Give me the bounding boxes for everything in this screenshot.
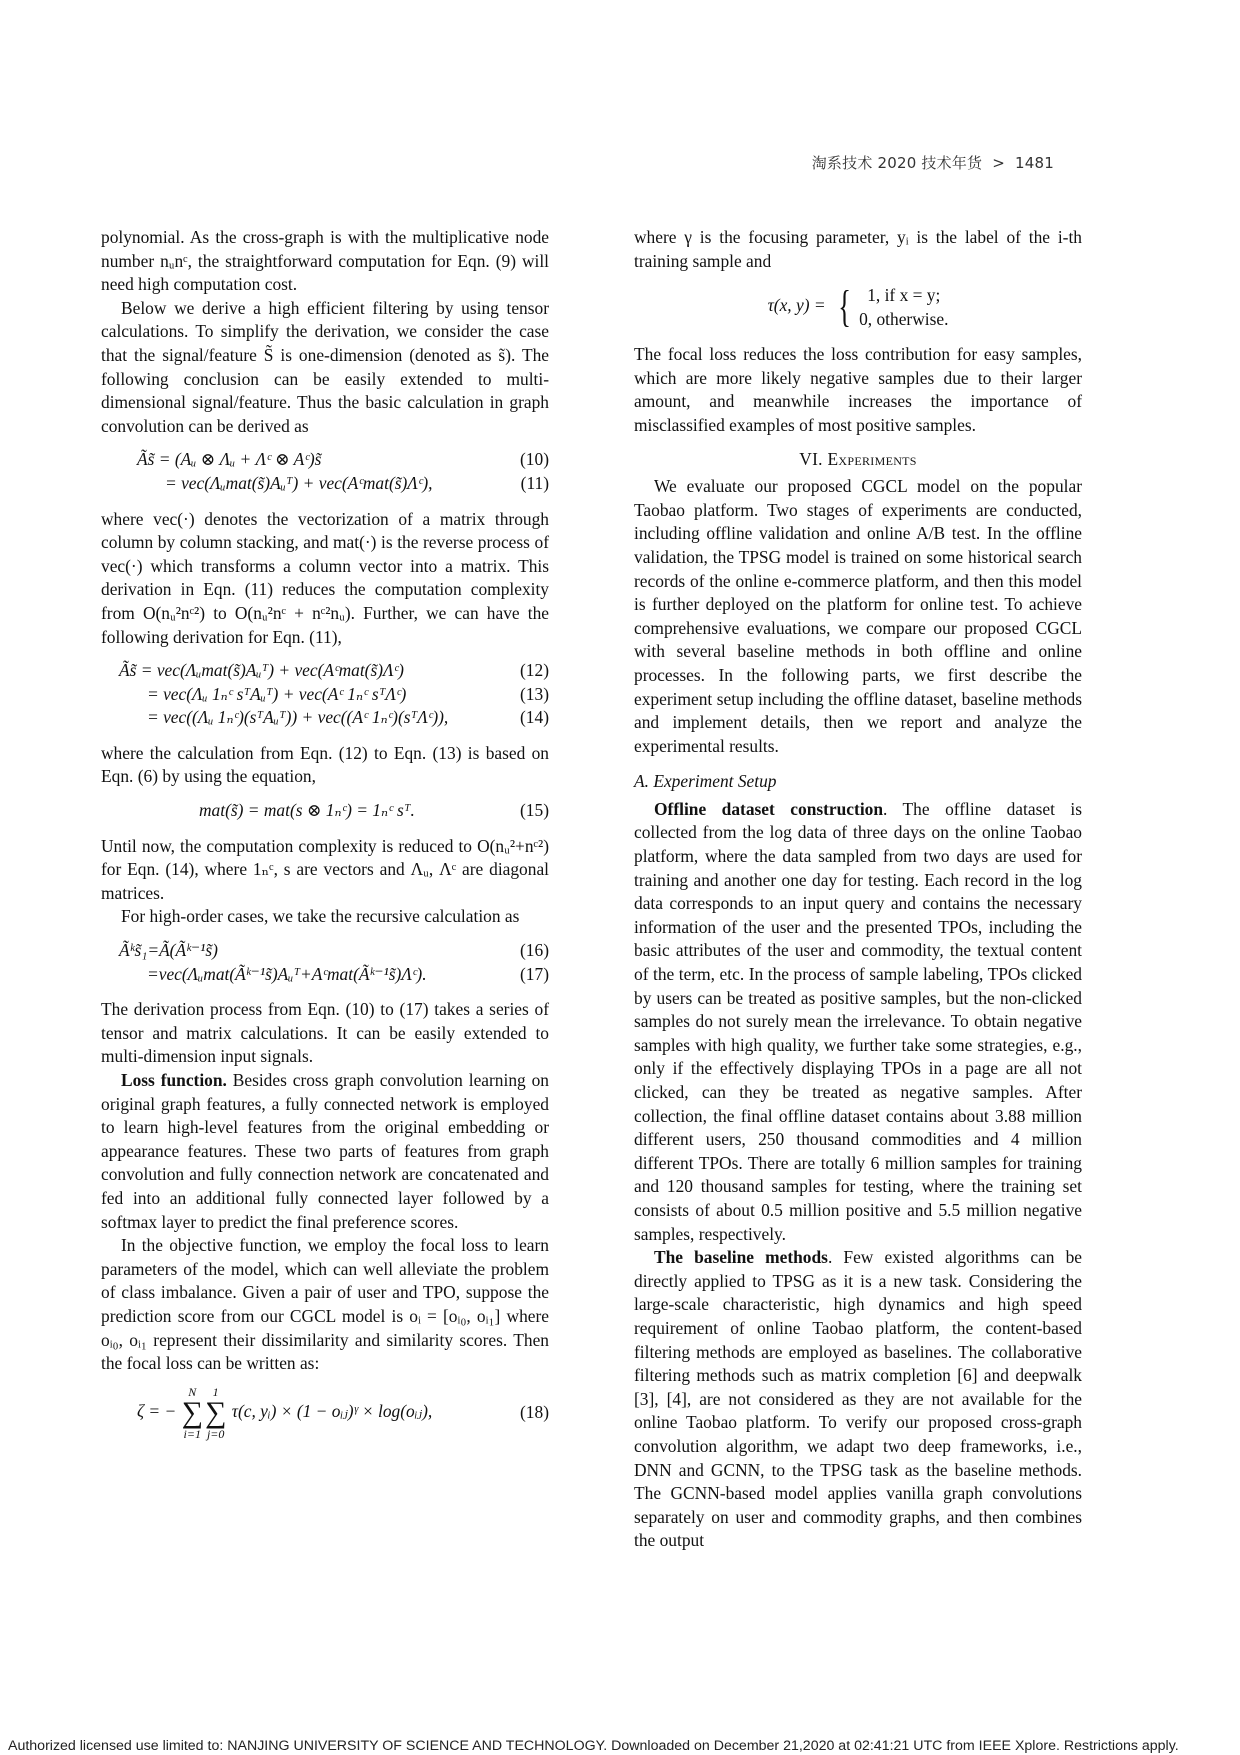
paragraph: where vec(·) denotes the vectorization of a matrix through column by column stacking, and mat(·) is the reverse process of vec(·) which transforms a column vector into a matrix. This derivation in Eqn. (11) reduces the computation complexity from O(nᵤ²nᶜ²) to O(nᵤ²nᶜ + nᶜ²nᵤ). Further, we can have the following derivation for Eqn. (11), [101,508,549,647]
page-number: 1481 [1015,154,1054,172]
brace-icon: { [838,282,851,332]
equation-block-18 [101,1386,549,1440]
equation-12: Ãs̃ = vec(Λᵤmat(s̃)Aᵤᵀ) + vec(Aᶜmat(s̃)Λᶜ) (12) [101,659,549,683]
paragraph-lead: Loss function. [121,1070,227,1090]
header-separator: > [992,154,1006,172]
running-header [812,152,1054,173]
equation-number: (17) [520,963,549,984]
right-column [634,226,1082,1553]
equation-block-12-14 [101,659,549,730]
paragraph: Loss function. Besides cross graph convolution learning on original graph features, a fully connected network is employed to learn high-level features from the original embedding or appearance features. These two parts of features from graph convolution and fully connection network are concatenated and fed into an additional fully connected layer followed by a softmax layer to predict the final preference scores. [101,1070,549,1232]
equation-number: (16) [520,940,549,961]
paragraph: In the objective function, we employ the focal loss to learn parameters of the model, which can well alleviate the problem of class imbalance. Given a pair of user and TPO, suppose the prediction score from our CGCL model is oᵢ = [oᵢ₀, oᵢ₁] where oᵢ₀, oᵢ₁ represent their dissimilarity and similarity scores. Then the focal loss can be written as: [101,1235,549,1374]
left-column [101,226,549,1452]
summation-j: 1 ∑ j=0 [204,1384,227,1441]
paragraph-lead: Offline dataset construction [654,798,884,819]
equation-17: =vec(Λᵤmat(Ãᵏ⁻¹s̃)Aᵤᵀ+Aᶜmat(Ãᵏ⁻¹s̃)Λᶜ). (17) [101,963,549,987]
equation-block-15 [101,799,549,823]
equation-18: ζ = − N ∑ i=1 1 ∑ j=0 τ(c, yᵢ) × (1 − oᵢⱼ)ᵞ × log(oᵢⱼ), (18) [137,1384,549,1441]
book-title: 淘系技术 2020 技术年货 [811,154,983,172]
summation-i: N ∑ i=1 [181,1384,203,1441]
paragraph: Below we derive a high efficient filtering by using tensor calculations. To simplify the derivation, we consider the case that the signal/feature S̃ is one-dimension (denoted as s̃). The following conclusion can be easily extended to multi-dimensional signal/feature. Thus the basic calculation in graph convolution can be derived as [101,297,549,436]
paragraph: where γ is the focusing parameter, yᵢ is the label of the i-th training sample and [634,227,1082,271]
equation-13: = vec(Λᵤ 1ₙᶜ sᵀAᵤᵀ) + vec(Aᶜ 1ₙᶜ sᵀΛᶜ) (13) [101,683,549,707]
paragraph: The focal loss reduces the loss contribution for easy samples, which are more likely negative samples due to their larger amount, and meanwhile increases the importance of misclassified examples of most positive samples. [634,344,1082,435]
subsection-heading: A. Experiment Setup [634,771,777,792]
equation-15: mat(s̃) = mat(s ⊗ 1ₙᶜ) = 1ₙᶜ sᵀ. (15) [101,799,549,823]
equation-number: (11) [520,472,549,493]
equation-11: = vec(Λᵤmat(s̃)Aᵤᵀ) + vec(Aᶜmat(s̃)Λᶜ), (11) [101,472,549,496]
equation-block-16-17 [101,939,549,986]
paragraph-lead: The baseline methods [654,1247,828,1268]
paragraph: where the calculation from Eqn. (12) to Eqn. (13) is based on Eqn. (6) by using the equation, [101,742,549,787]
equation-number: (13) [520,683,549,704]
equation-number: (12) [520,660,549,681]
paragraph: The baseline methods. Few existed algorithms can be directly applied to TPSG as it is a new task. Considering the large-scale characteristic, high dynamics and high speed requirement of online Taobao platform, the content-based filtering methods are employed as baselines. The collaborative filtering methods such as matrix completion [6] and deepwalk [3], [4], are not considered as they are not available for the online Taobao platform. To verify our proposed cross-graph convolution algorithm, we adapt two deep frameworks, i.e., DNN and GCNN, to the TPSG task as the baseline methods. The GCNN-based model applies vanilla graph convolutions separately on user and commodity graphs, and then combines the output [634,1247,1082,1551]
section-heading: VI. Experiments [799,448,917,469]
equation-block-10-11 [101,448,549,495]
license-footer: Authorized licensed use limited to: NANJING UNIVERSITY OF SCIENCE AND TECHNOLOGY. Downloaded on December 21,2020 at 02:41:21 UTC from IEEE Xplore. Restrictions apply. [8,1738,1179,1754]
paragraph: Offline dataset construction. The offline dataset is collected from the log data of three days on the online Taobao platform, where the data sampled from two days are used for training and another one day for testing. Each record in the log data corresponds to an input query and contains the necessary information of the user and the presented TPOs, including the basic attributes of the user and commodity, the textual content of the term, etc. In the process of sample labeling, TPOs clicked by users can be treated as positive samples, but the non-clicked samples do not surely mean the irrelevance. To obtain negative samples with high quality, we further take some strategies, e.g., only if the effectively displaying TPOs in a page are all not clicked, can they be treated as negative samples. After collection, the final offline dataset contains about 3.88 million different users, 250 thousand commodities and 4 million different TPOs. There are totally 6 million samples for training and 120 thousand samples for testing, where the training set consists of about 0.5 million positive and 5.5 million negative samples, respectively. [634,798,1082,1244]
paragraph: Until now, the computation complexity is reduced to O(nᵤ²+nᶜ²) for Eqn. (14), where 1ₙᶜ, s are vectors and Λᵤ, Λᶜ are diagonal matrices. [101,835,549,903]
equation-number: (14) [520,707,549,728]
equation-14: = vec((Λᵤ 1ₙᶜ)(sᵀAᵤᵀ)) + vec((Aᶜ 1ₙᶜ)(sᵀΛᶜ)), (14) [101,706,549,730]
equation-16: Ãᵏs̃₁=Ã(Ãᵏ⁻¹s̃) (16) [101,939,549,963]
equation-number: (15) [520,800,549,821]
paragraph: For high-order cases, we take the recursive calculation as [121,906,520,927]
equation-number: (10) [520,449,549,470]
equation-number: (18) [520,1401,549,1422]
tau-definition: τ(x, y) = { 1, if x = y; 0, otherwise. [767,282,949,332]
paragraph: We evaluate our proposed CGCL model on the popular Taobao platform. Two stages of experiments are conducted, including offline validation and online A/B test. In the offline validation, the TPSG model is trained on some historical search records of the online e-commerce platform, and then this model is further deployed on the platform for online test. To achieve comprehensive evaluations, we compare our proposed CGCL with several baseline methods in both offline and online processes. In the following parts, we first describe the experiment setup including the offline dataset, baseline methods and implement details, then we report and analyze the experimental results. [634,476,1082,756]
equation-10: Ãs̃ = (Aᵤ ⊗ Λᵤ + Λᶜ ⊗ Aᶜ)s̃ (10) [101,448,549,472]
paragraph: The derivation process from Eqn. (10) to (17) takes a series of tensor and matrix calculations. It can be easily extended to multi-dimension input signals. [101,999,549,1067]
paragraph: polynomial. As the cross-graph is with the multiplicative node number nᵤnᶜ, the straightforward computation for Eqn. (9) will need high computation cost. [101,227,549,295]
